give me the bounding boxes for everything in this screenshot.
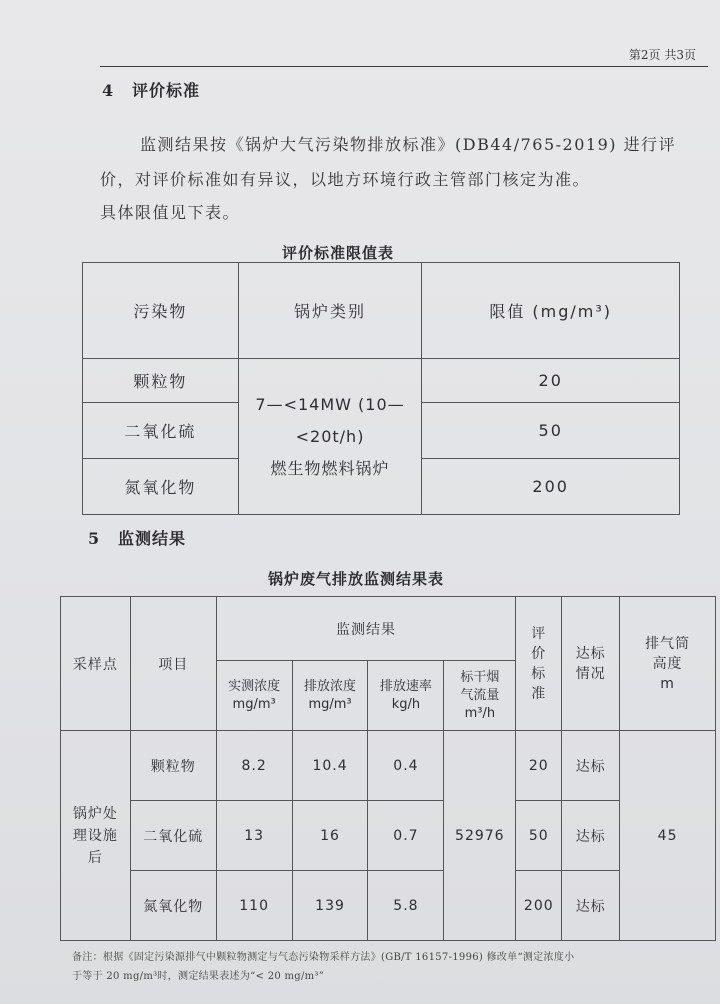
table-1-caption: 评价标准限值表 [282, 244, 395, 262]
flue-flow-value-cell: 52976 [444, 731, 516, 941]
emission-cell: 139 [292, 871, 368, 941]
header-stack-height-line-1: 排气筒 [645, 635, 691, 652]
table-row [61, 871, 716, 941]
header-emission-rate-unit: kg/h [391, 696, 421, 712]
pollutant-cell: 氮氧化物 [83, 459, 239, 515]
header-compliance [562, 597, 620, 731]
item-cell: 颗粒物 [130, 731, 216, 801]
measured-cell: 13 [216, 801, 292, 871]
boiler-type-line-2: 燃生物燃料锅炉 [270, 458, 390, 478]
header-limit: 限值 (mg/m³) [422, 263, 680, 359]
table-row [61, 731, 716, 801]
section-4-heading [102, 78, 200, 101]
header-measured-conc [216, 661, 292, 731]
boiler-type-line-1: 7—<14MW (10—<20t/h) [255, 394, 405, 446]
standard-cell: 50 [516, 801, 562, 871]
measured-cell: 8.2 [216, 731, 292, 801]
header-flue-flow-line-2: 气流量 [460, 687, 500, 703]
table-row [61, 801, 716, 871]
header-boiler-type: 锅炉类别 [238, 263, 422, 359]
table-2-caption: 锅炉废气排放监测结果表 [268, 570, 445, 588]
section-4-paragraph-line-3: 具体限值见下表。 [100, 203, 241, 222]
header-standard-char-2: 价 [531, 645, 547, 662]
header-compliance-line-1: 达标 [575, 645, 606, 662]
header-emission-conc-label: 排放浓度 [304, 678, 357, 694]
header-emission-conc-unit: mg/m³ [308, 696, 352, 712]
emission-cell: 16 [292, 801, 368, 871]
header-standard [516, 597, 562, 731]
standard-cell: 200 [516, 871, 562, 941]
header-rule [100, 66, 708, 67]
sampling-point-cell [61, 731, 131, 941]
page-number: 第2页 共3页 [628, 48, 696, 62]
section-4-paragraph-line-2: 价，对评价标准如有异议，以地方环境行政主管部门核定为准。 [100, 170, 591, 189]
stack-height-value-cell: 45 [620, 731, 716, 941]
table-1-header-row [83, 263, 680, 359]
boiler-type-cell [238, 359, 422, 515]
limit-cell: 20 [422, 359, 680, 403]
sampling-point-line-3: 后 [87, 849, 103, 866]
emission-cell: 10.4 [292, 731, 368, 801]
limit-cell: 200 [422, 459, 680, 515]
header-standard-char-1: 评 [531, 625, 547, 642]
header-stack-height [620, 597, 716, 731]
note-line-1: 备注：根据《固定污染源排气中颗粒物测定与气态污染物采样方法》(GB/T 16157-1996) 修改单“测定浓度小 [72, 952, 575, 963]
sampling-point-line-2: 理设施 [72, 827, 118, 844]
table-note [72, 946, 692, 984]
table-2-header-row-1 [61, 597, 716, 661]
section-4-title: 评价标准 [132, 81, 201, 100]
header-standard-char-3: 标 [531, 665, 547, 682]
header-pollutant: 污染物 [83, 263, 239, 359]
header-flue-flow-unit: m³/h [464, 705, 496, 721]
item-cell: 氮氧化物 [130, 871, 216, 941]
standard-limits-table [82, 262, 680, 515]
monitoring-results-table [60, 596, 716, 941]
header-flue-flow [444, 661, 516, 731]
header-flue-flow-line-1: 标干烟 [460, 669, 500, 685]
header-emission-rate [368, 661, 444, 731]
header-standard-char-4: 准 [531, 685, 547, 702]
section-5-heading [88, 526, 186, 549]
section-5-number: 5 [88, 529, 101, 548]
item-cell: 二氧化硫 [130, 801, 216, 871]
header-item: 项目 [130, 597, 216, 731]
section-5-title: 监测结果 [118, 529, 187, 548]
rate-cell: 0.4 [368, 731, 444, 801]
header-sampling-point: 采样点 [61, 597, 131, 731]
pollutant-cell: 二氧化硫 [83, 403, 239, 459]
rate-cell: 5.8 [368, 871, 444, 941]
header-measured-conc-label: 实测浓度 [228, 678, 281, 694]
header-stack-height-line-2: 高度 [652, 655, 683, 672]
compliance-cell: 达标 [562, 871, 620, 941]
limit-cell: 50 [422, 403, 680, 459]
compliance-cell: 达标 [562, 801, 620, 871]
header-emission-conc [292, 661, 368, 731]
section-4-paragraph-line-1: 监测结果按《锅炉大气污染物排放标准》(DB44/765-2019) 进行评 [140, 135, 677, 154]
rate-cell: 0.7 [368, 801, 444, 871]
header-monitoring-result: 监测结果 [216, 597, 516, 661]
header-compliance-line-2: 情况 [575, 665, 606, 682]
compliance-cell: 达标 [562, 731, 620, 801]
header-stack-height-unit: m [660, 675, 675, 692]
section-4-number: 4 [102, 81, 115, 100]
pollutant-cell: 颗粒物 [83, 359, 239, 403]
header-emission-rate-label: 排放速率 [379, 678, 432, 694]
table-row [83, 359, 680, 403]
header-measured-conc-unit: mg/m³ [232, 696, 276, 712]
standard-cell: 20 [516, 731, 562, 801]
sampling-point-line-1: 锅炉处 [72, 805, 118, 822]
measured-cell: 110 [216, 871, 292, 941]
note-line-2: 于等于 20 mg/m³时，测定结果表述为“< 20 mg/m³” [72, 971, 325, 982]
